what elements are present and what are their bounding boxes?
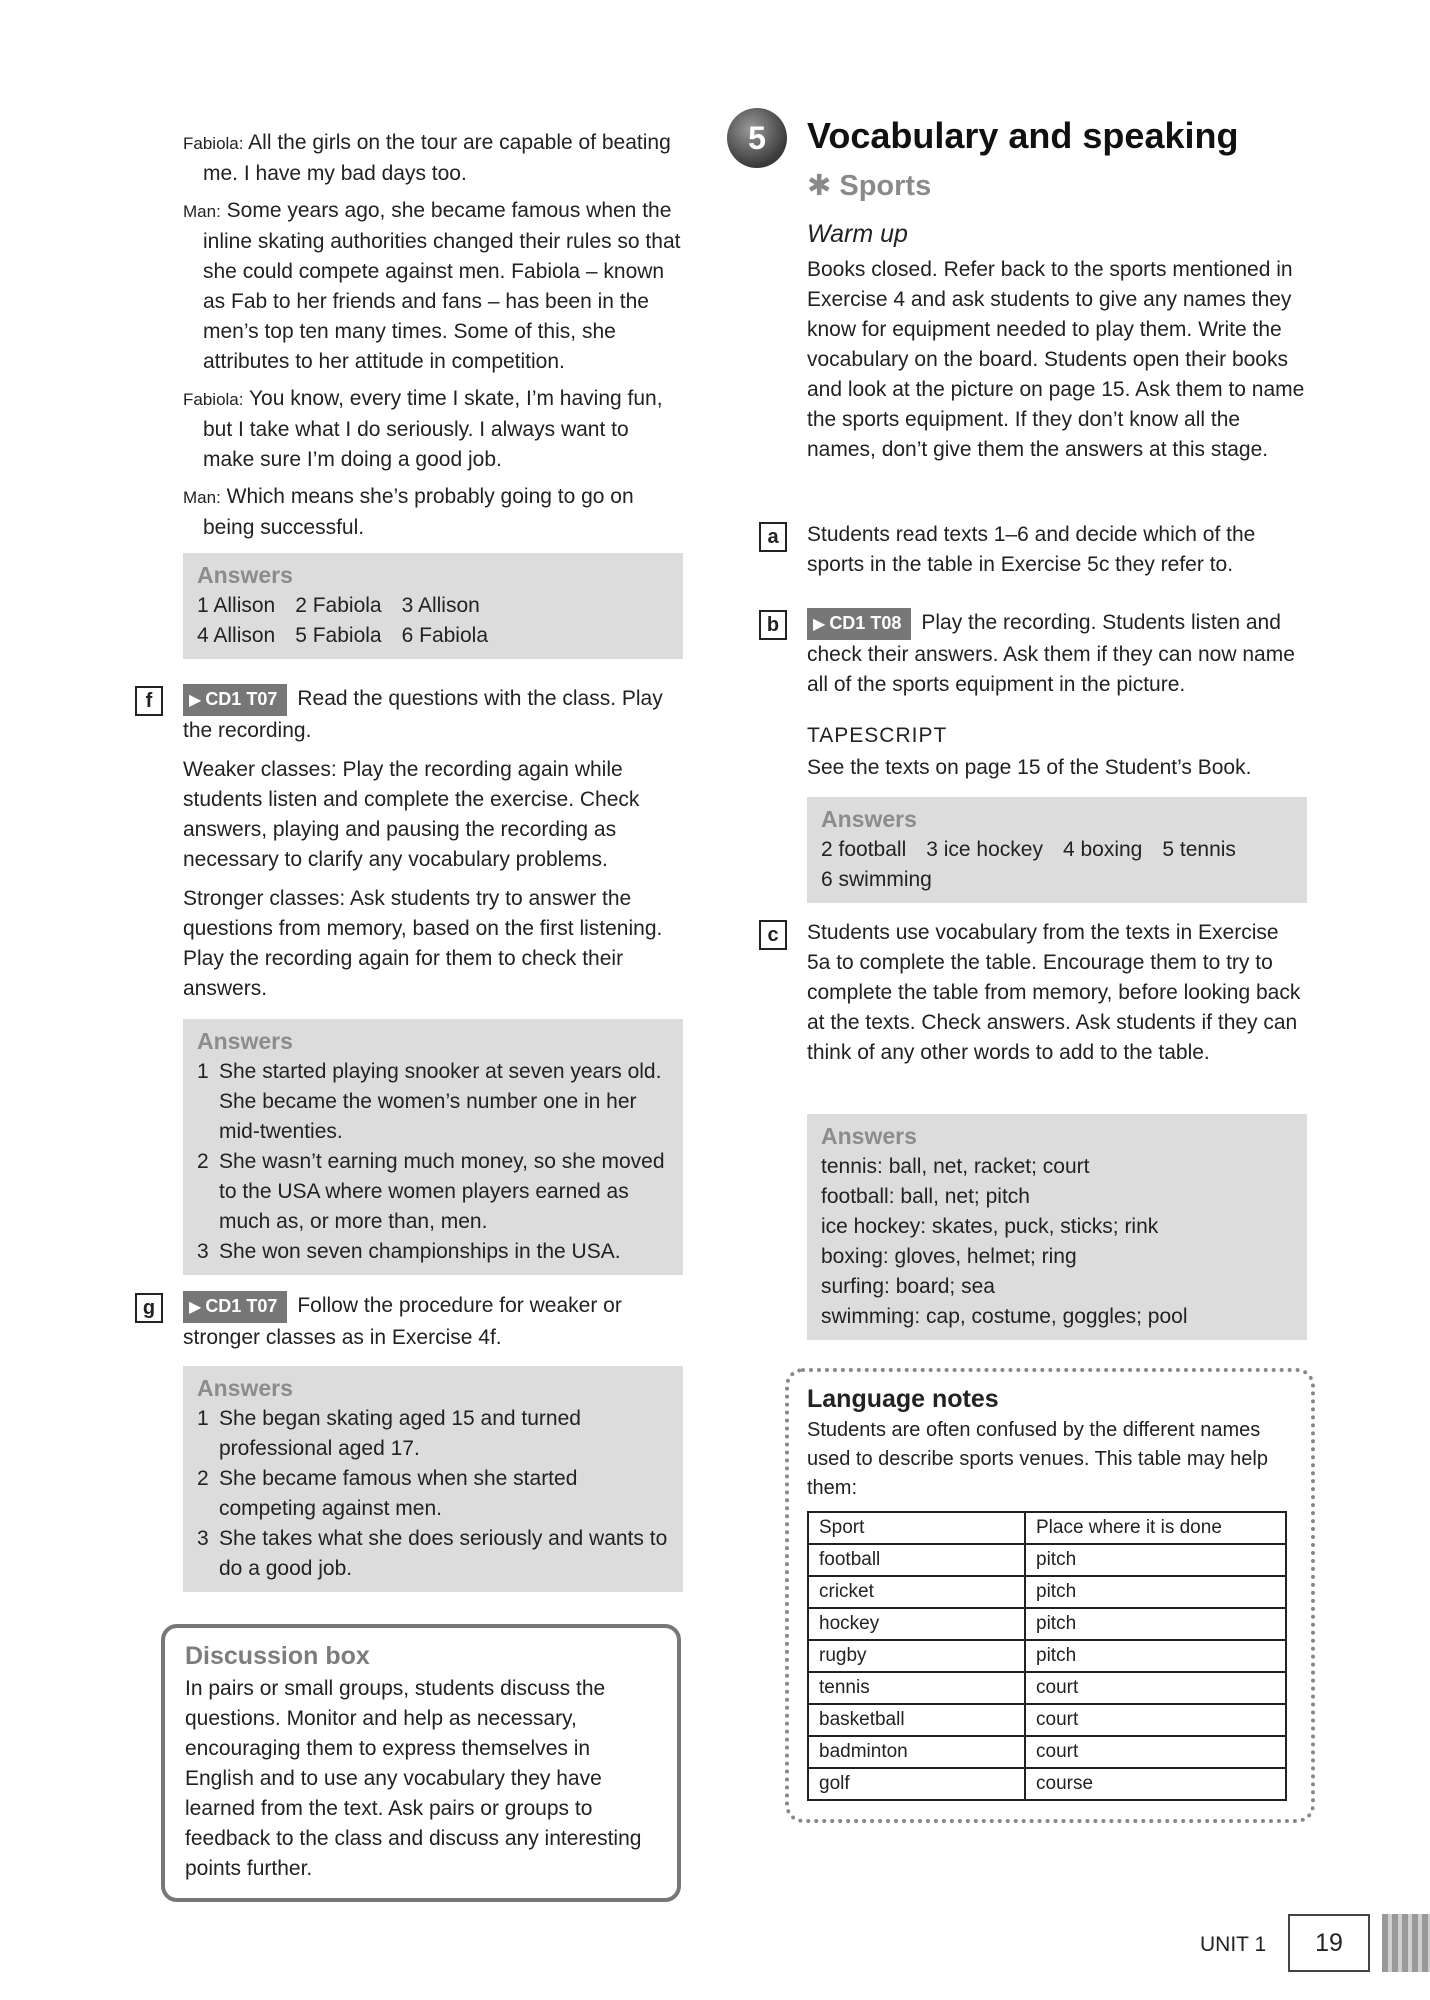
stronger-label: Stronger classes — [183, 887, 340, 910]
answers-title: Answers — [821, 806, 917, 832]
exercise-letter-b: b — [759, 610, 787, 640]
answer-number: 2 — [197, 1467, 209, 1490]
answer-line: boxing: gloves, helmet; ring — [821, 1245, 1077, 1268]
answers-box-f — [183, 1019, 683, 1275]
table-header-row — [808, 1512, 1286, 1544]
page-edge-stripes — [1382, 1914, 1430, 1972]
weaker-label: Weaker classes — [183, 758, 331, 781]
answer-item: 1 Allison — [197, 594, 276, 617]
play-icon: ▶ — [813, 616, 826, 633]
table-cell: badminton — [808, 1736, 1025, 1768]
dialogue-line — [183, 128, 683, 189]
table-row — [808, 1576, 1286, 1608]
exercise-letter-g: g — [135, 1293, 163, 1323]
section-number-badge: 5 — [727, 108, 787, 168]
table-row — [808, 1640, 1286, 1672]
answer-text: She started playing snooker at seven years old. She became the women’s number one in her mid-twenties. — [219, 1060, 662, 1143]
weaker-classes — [183, 755, 683, 875]
speaker-label: Fabiola: — [183, 390, 244, 409]
table-cell: pitch — [1025, 1608, 1286, 1640]
answer-number: 1 — [197, 1060, 209, 1083]
answer-item: 4 boxing — [1062, 838, 1143, 861]
dialogue-line — [183, 482, 683, 543]
answer-number: 3 — [197, 1527, 209, 1550]
table-cell: pitch — [1025, 1544, 1286, 1576]
answer-text: She won seven championships in the USA. — [219, 1240, 621, 1263]
language-notes-text: Students are often confused by the different names used to describe sports venues. This table may help them: — [807, 1419, 1268, 1499]
table-row — [808, 1768, 1286, 1800]
table-cell: tennis — [808, 1672, 1025, 1704]
table-row — [808, 1736, 1286, 1768]
exercise-f-intro — [183, 684, 683, 746]
table-row — [808, 1544, 1286, 1576]
table-cell: court — [1025, 1704, 1286, 1736]
answers-row — [197, 591, 669, 621]
table-cell: pitch — [1025, 1576, 1286, 1608]
answers-row — [197, 621, 669, 651]
warm-up-title: Warm up — [807, 220, 908, 248]
answer-number: 3 — [197, 1240, 209, 1263]
answer-text: She takes what she does seriously and wants to do a good job. — [219, 1527, 668, 1580]
track-label: CD1 T07 — [205, 689, 278, 709]
dialogue — [183, 128, 683, 543]
exercise-c-text: Students use vocabulary from the texts in Exercise 5a to complete the table. Encourage them to try to complete the table from memory, before looking back at the texts. Check answers. Ask students if they can think of any other words to add to the table. — [807, 921, 1301, 1064]
answer-item: 2 football — [821, 838, 907, 861]
answers-row — [821, 865, 1293, 895]
table-cell: cricket — [808, 1576, 1025, 1608]
track-label: CD1 T08 — [829, 613, 902, 633]
asterisk-icon: ✱ — [807, 170, 832, 202]
answers-box-b — [807, 797, 1307, 903]
table-row — [808, 1672, 1286, 1704]
page-number: 19 — [1288, 1914, 1370, 1972]
audio-track-badge[interactable] — [807, 608, 911, 640]
dialogue-text: All the girls on the tour are capable of beating me. I have my bad days too. — [203, 131, 671, 185]
exercise-a-text: Students read texts 1–6 and decide which of the sports in the table in Exercise 5c they refer to. — [807, 523, 1256, 576]
answer-line: tennis: ball, net, racket; court — [821, 1155, 1090, 1178]
answers-title: Answers — [821, 1123, 917, 1149]
tapescript-title: TAPESCRIPT — [807, 724, 948, 747]
exercise-letter-a: a — [759, 522, 787, 552]
exercise-g-intro — [183, 1291, 683, 1353]
answer-item: 6 Fabiola — [401, 624, 488, 647]
unit-label: UNIT 1 — [1200, 1933, 1267, 1956]
answer-line: surfing: board; sea — [821, 1275, 995, 1298]
answer-item: 4 Allison — [197, 624, 276, 647]
speaker-label: Man: — [183, 488, 221, 507]
answer-item — [197, 1464, 669, 1524]
tapescript-text: See the texts on page 15 of the Student’s Book. — [807, 756, 1252, 779]
exercise-g — [183, 1291, 683, 1353]
answer-item: 3 Allison — [401, 594, 480, 617]
answers-box-g — [183, 1366, 683, 1592]
table-cell: rugby — [808, 1640, 1025, 1672]
subtitle-text: Sports — [839, 170, 932, 202]
exercise-text: Play the recording. Students listen and check their answers. Ask them if they can now name all of the sports equipment in the picture. — [807, 611, 1295, 696]
dialogue-text: You know, every time I skate, I’m having fun, but I take what I do seriously. I always want to make sure I’m doing a good job. — [203, 387, 663, 471]
exercise-b — [807, 608, 1307, 700]
weaker-text: : Play the recording again while students listen and complete the exercise. Check answers, playing and pausing the recording as necessary to clarify any vocabulary problems. — [183, 758, 640, 871]
language-notes-title: Language notes — [807, 1385, 999, 1413]
table-cell: golf — [808, 1768, 1025, 1800]
table-cell: hockey — [808, 1608, 1025, 1640]
table-cell: court — [1025, 1736, 1286, 1768]
discussion-box — [161, 1624, 681, 1902]
table-cell: football — [808, 1544, 1025, 1576]
section-subtitle — [807, 168, 931, 204]
answer-item — [197, 1057, 669, 1147]
answers-title: Answers — [197, 562, 293, 588]
discussion-text: In pairs or small groups, students discuss the questions. Monitor and help as necessary, encouraging them to express themselves in English and to use any vocabulary they have learned from the text. Ask pairs or groups to feedback to the class and discuss any interesting points further. — [185, 1677, 642, 1880]
answer-item: 3 ice hockey — [926, 838, 1043, 861]
answer-item — [197, 1237, 669, 1267]
answer-number: 1 — [197, 1407, 209, 1430]
table-header: Place where it is done — [1025, 1512, 1286, 1544]
play-icon: ▶ — [189, 692, 202, 709]
exercise-letter-c: c — [759, 920, 787, 950]
table-cell: pitch — [1025, 1640, 1286, 1672]
play-icon: ▶ — [189, 1299, 202, 1316]
track-label: CD1 T07 — [205, 1296, 278, 1316]
answer-item — [197, 1147, 669, 1237]
answer-item — [197, 1404, 669, 1464]
exercise-f — [183, 684, 683, 1004]
exercise-text: Follow the procedure for weaker or stronger classes as in Exercise 4f. — [183, 1294, 622, 1349]
answer-text: She began skating aged 15 and turned professional aged 17. — [219, 1407, 581, 1460]
dialogue-line — [183, 196, 683, 377]
answers-box-c — [807, 1114, 1307, 1340]
audio-track-badge[interactable] — [183, 684, 287, 716]
audio-track-badge[interactable] — [183, 1291, 287, 1323]
answer-item: 2 Fabiola — [295, 594, 382, 617]
answer-line: swimming: cap, costume, goggles; pool — [821, 1305, 1188, 1328]
warm-up-text: Books closed. Refer back to the sports mentioned in Exercise 4 and ask students to give any names they know for equipment needed to play them. Write the vocabulary on the board. Students open their books and look at the picture on page 15. Ask them to name the sports equipment. If they don’t know all the names, don’t give them the answers at this stage. — [807, 258, 1305, 461]
table-cell: basketball — [808, 1704, 1025, 1736]
exercise-text: Read the questions with the class. Play the recording. — [183, 687, 663, 742]
table-row — [808, 1704, 1286, 1736]
answers-row — [821, 835, 1293, 865]
answer-number: 2 — [197, 1150, 209, 1173]
dialogue-text: Which means she’s probably going to go on being successful. — [203, 485, 634, 539]
venues-table — [807, 1511, 1287, 1801]
answer-item — [197, 1524, 669, 1584]
discussion-title: Discussion box — [185, 1642, 370, 1670]
answer-item: 6 swimming — [821, 868, 932, 891]
table-cell: court — [1025, 1672, 1286, 1704]
answer-text: She wasn’t earning much money, so she moved to the USA where women players earned as much as, or more than, men. — [219, 1150, 665, 1233]
table-header: Sport — [808, 1512, 1025, 1544]
answer-line: football: ball, net; pitch — [821, 1185, 1030, 1208]
answers-box-e — [183, 553, 683, 659]
speaker-label: Fabiola: — [183, 134, 244, 153]
answers-title: Answers — [197, 1375, 293, 1401]
answer-item: 5 Fabiola — [295, 624, 382, 647]
answer-text: She became famous when she started competing against men. — [219, 1467, 578, 1520]
dialogue-line — [183, 384, 683, 475]
section-title: Vocabulary and speaking — [807, 115, 1239, 156]
exercise-letter-f: f — [135, 686, 163, 716]
stronger-classes — [183, 884, 683, 1004]
language-notes-box — [785, 1368, 1315, 1823]
table-cell: course — [1025, 1768, 1286, 1800]
stronger-text: : Ask students try to answer the questions from memory, based on the first listening. Play the recording again for them to check their answers. — [183, 887, 663, 1000]
table-row — [808, 1608, 1286, 1640]
answer-item: 5 tennis — [1162, 838, 1236, 861]
speaker-label: Man: — [183, 202, 221, 221]
answer-line: ice hockey: skates, puck, sticks; rink — [821, 1215, 1159, 1238]
dialogue-text: Some years ago, she became famous when the inline skating authorities changed their rules so that she could compete against men. Fabiola – known as Fab to her friends and fans – has been in the men’s top ten many times. Some of this, she attributes to her attitude in competition. — [203, 199, 681, 373]
answers-title: Answers — [197, 1028, 293, 1054]
